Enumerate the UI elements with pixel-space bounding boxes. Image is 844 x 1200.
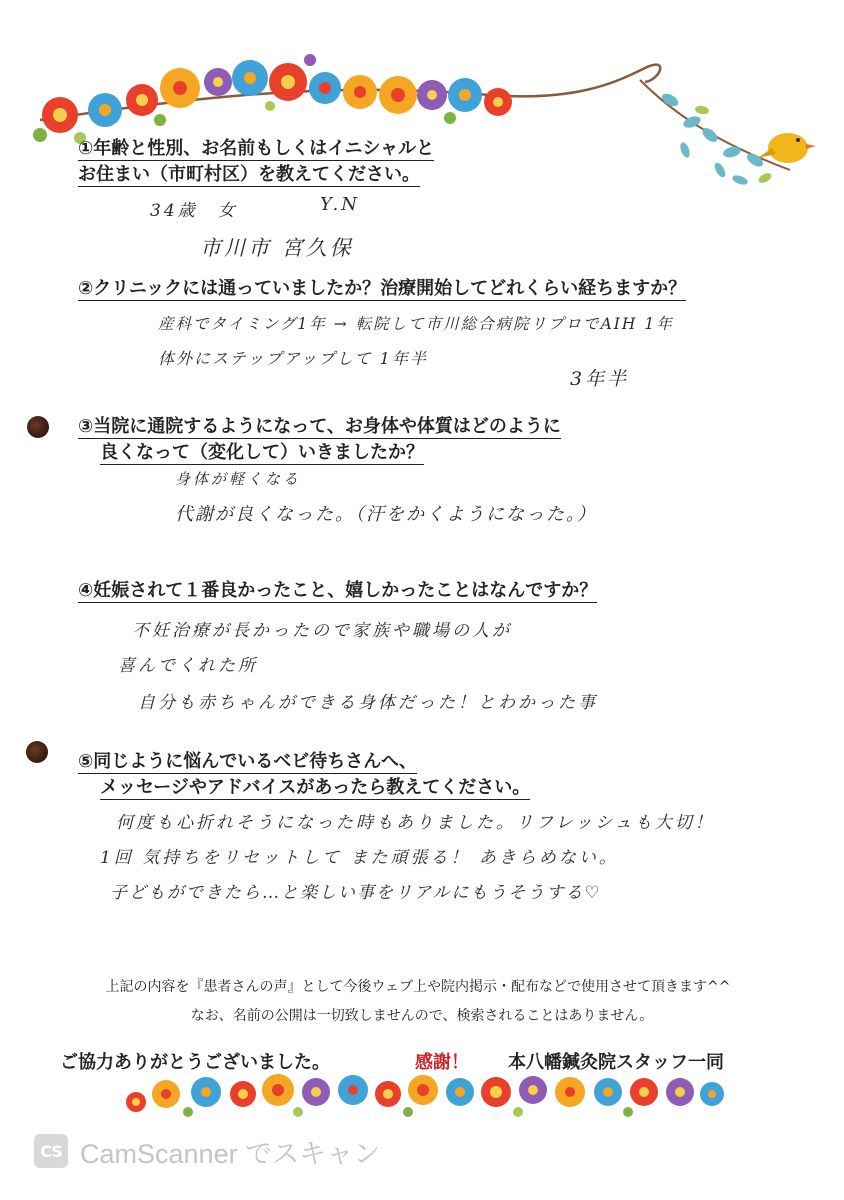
flower-garland-bottom [118,1062,728,1122]
gratitude-text: 感謝！ [415,1052,469,1073]
question-3 [78,414,561,466]
camscanner-watermark [34,1133,380,1169]
bird-icon [758,133,816,163]
question-4-line-1: ④妊娠されて１番良かったこと、嬉しかったことはなんですか？ [78,580,598,601]
question-5-line-1: ⑤同じように悩んでいるベビ待ちさんへ、 [78,751,417,772]
question-3-line-1: ③当院に通院するようになって、お身体や体質はどのように [78,416,561,437]
camscanner-text: CamScanner でスキャン [80,1138,381,1169]
answer-4-line-1: 不妊治療が長かったので家族や職場の人が [132,621,512,641]
answer-4-line-3: 自分も赤ちゃんができる身体だった！とわかった事 [138,693,598,713]
answer-1-age-sex: 34歳 女 [150,201,238,221]
answer-5-line-2: 1回 気持ちをリセットして また頑張る！ あきらめない。 [100,848,619,868]
answer-1-city: 市川市 宮久保 [200,236,354,260]
answer-5-line-1: 何度も心折れそうになった時もありました。リフレッシュも大切！ [116,813,715,833]
answer-4-line-2: 喜んでくれた所 [118,656,258,676]
question-2 [78,276,686,302]
question-5-line-2: メッセージやアドバイスがあったら教えてください。 [100,777,531,798]
punch-hole [26,741,48,763]
question-1-line-2: お住まい（市町村区）を教えてください。 [78,164,420,185]
privacy-notice: なお、名前の公開は一切致しませんので、検索されることはありません。 [190,1008,654,1024]
answer-3-line-2: 代謝が良くなった。（汗をかくようになった。） [175,504,597,525]
camscanner-logo-text: CS [40,1141,62,1161]
question-1-line-1: ①年齢と性別、お名前もしくはイニシャルと [78,138,435,159]
answer-3-line-1: 身体が軽くなる [175,470,302,488]
answer-5-line-3: 子どもができたら…と楽しい事をリアルにもうそうする♡ [110,883,602,903]
punch-hole [27,416,49,438]
answer-2-total: 3年半 [570,368,630,390]
camscanner-logo-icon [34,1134,68,1168]
question-3-line-2: 良くなって（変化して）いきましたか？ [100,442,424,463]
question-2-line-1: ②クリニックには通っていましたか？治療開始してどれくらい経ちますか？ [78,278,687,299]
staff-signature: 本八幡鍼灸院スタッフ一同 [508,1052,724,1073]
answer-2-line-2: 体外にステップアップして 1年半 [158,349,428,368]
thanks-text: ご協力ありがとうございました。 [60,1052,330,1073]
question-5 [78,749,530,801]
usage-notice: 上記の内容を『患者さんの声』として今後ウェブ上や院内掲示・配布などで使用させて頂きます^^ [105,979,731,995]
question-1 [78,136,434,188]
answer-1-initials: Y.N [320,194,361,215]
answer-2-line-1: 産科でタイミング1年 → 転院して市川総合病院リプロでAIH 1年 [158,315,674,333]
question-4 [78,578,597,604]
